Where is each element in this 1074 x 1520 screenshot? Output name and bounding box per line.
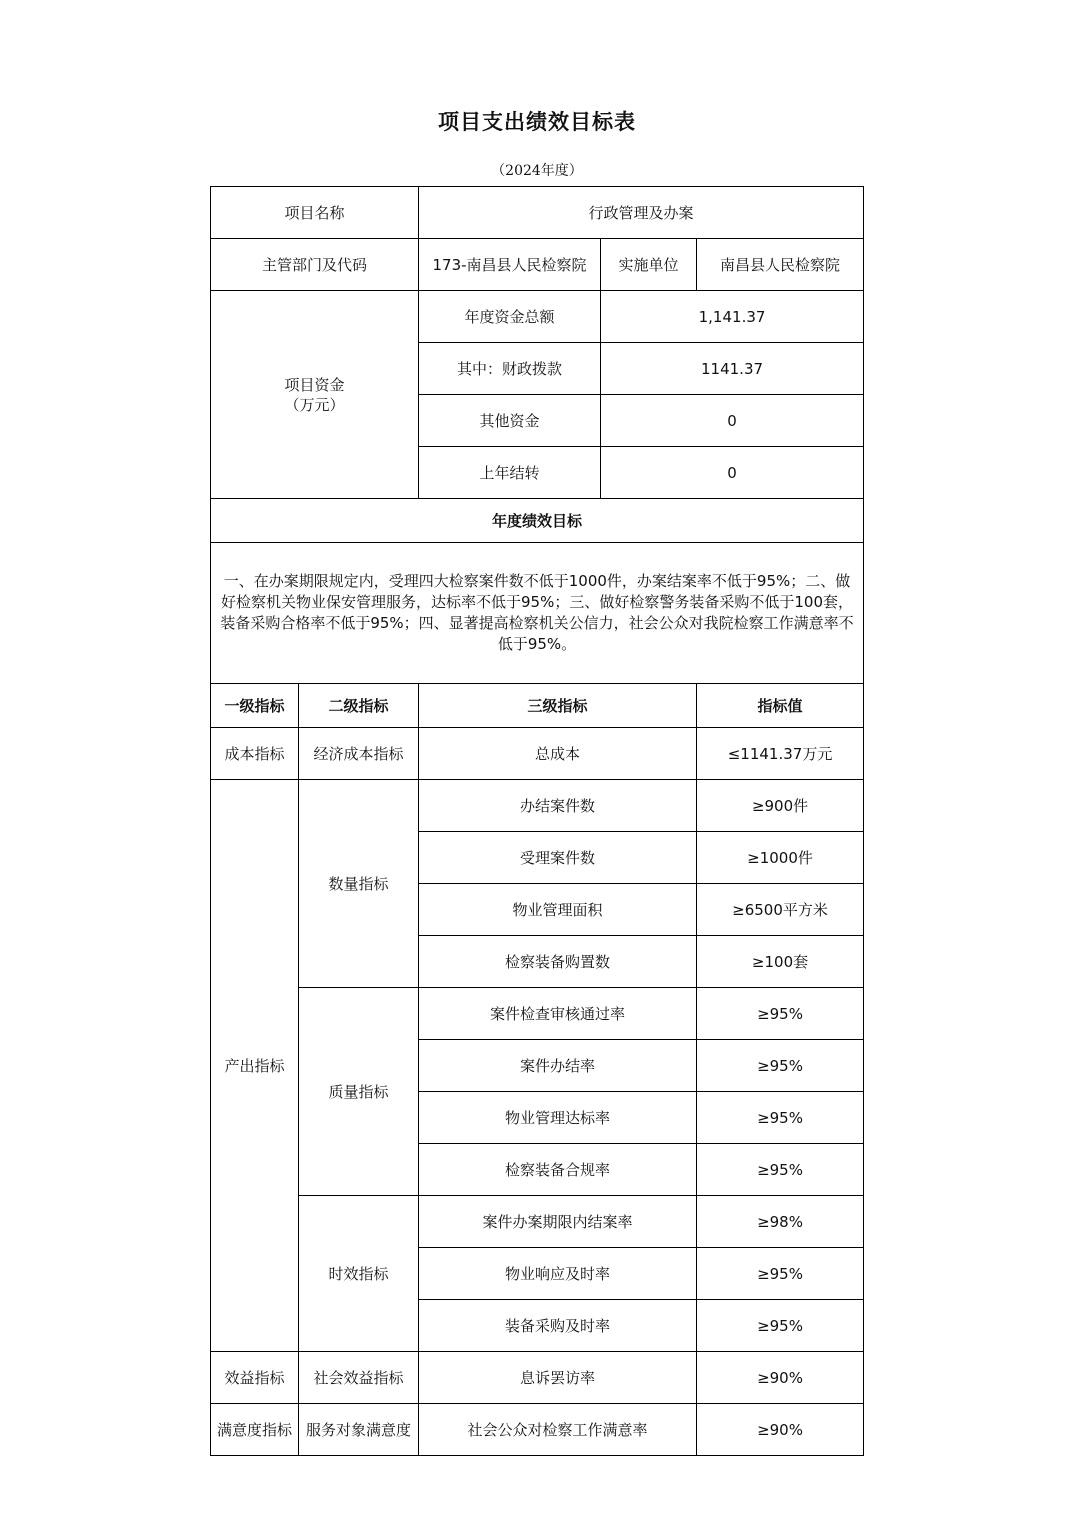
value-cell: ≥100套 <box>697 936 864 988</box>
funds-row-label: 上年结转 <box>419 447 601 499</box>
goal-header: 年度绩效目标 <box>211 499 864 543</box>
level2-cell: 社会效益指标 <box>299 1352 419 1404</box>
funds-label <box>211 291 419 499</box>
level2-cell: 时效指标 <box>299 1196 419 1352</box>
impl-label: 实施单位 <box>601 239 697 291</box>
page-title: 项目支出绩效目标表 <box>438 109 636 134</box>
level3-cell: 办结案件数 <box>419 780 697 832</box>
level2-cell: 经济成本指标 <box>299 728 419 780</box>
table-row <box>211 728 864 780</box>
level3-cell: 息诉罢访率 <box>419 1352 697 1404</box>
value-cell: ≥95% <box>697 1248 864 1300</box>
value-cell: ≥1000件 <box>697 832 864 884</box>
table-row <box>211 1196 864 1248</box>
goal-text-row <box>211 543 864 684</box>
value-cell: ≤1141.37万元 <box>697 728 864 780</box>
level3-cell: 社会公众对检察工作满意率 <box>419 1404 697 1456</box>
level1-cell: 满意度指标 <box>211 1404 299 1456</box>
funds-row <box>211 291 864 343</box>
value-cell: ≥6500平方米 <box>697 884 864 936</box>
value-cell: ≥95% <box>697 1092 864 1144</box>
value-cell: ≥95% <box>697 988 864 1040</box>
dept-label: 主管部门及代码 <box>211 239 419 291</box>
table-row <box>211 988 864 1040</box>
performance-table <box>210 186 864 1456</box>
level3-cell: 案件办结率 <box>419 1040 697 1092</box>
value-cell: ≥95% <box>697 1144 864 1196</box>
value-cell: ≥90% <box>697 1352 864 1404</box>
project-name-label: 项目名称 <box>211 187 419 239</box>
level2-cell: 质量指标 <box>299 988 419 1196</box>
level2-cell: 数量指标 <box>299 780 419 988</box>
table-row <box>211 1404 864 1456</box>
funds-row-label: 其他资金 <box>419 395 601 447</box>
dept-row <box>211 239 864 291</box>
level3-cell: 总成本 <box>419 728 697 780</box>
level1-cell: 产出指标 <box>211 780 299 1352</box>
value-cell: ≥900件 <box>697 780 864 832</box>
funds-row-label: 年度资金总额 <box>419 291 601 343</box>
level3-cell: 受理案件数 <box>419 832 697 884</box>
value-cell: ≥95% <box>697 1040 864 1092</box>
funds-label-line1: 项目资金 <box>284 375 345 394</box>
level3-cell: 案件办案期限内结案率 <box>419 1196 697 1248</box>
level3-cell: 装备采购及时率 <box>419 1300 697 1352</box>
funds-row-value: 0 <box>601 395 864 447</box>
header-value: 指标值 <box>697 684 864 728</box>
project-name-value: 行政管理及办案 <box>419 187 864 239</box>
level2-cell: 服务对象满意度 <box>299 1404 419 1456</box>
funds-row-value: 0 <box>601 447 864 499</box>
level3-cell: 物业响应及时率 <box>419 1248 697 1300</box>
level3-cell: 物业管理达标率 <box>419 1092 697 1144</box>
level3-cell: 案件检查审核通过率 <box>419 988 697 1040</box>
header-level1: 一级指标 <box>211 684 299 728</box>
header-level2: 二级指标 <box>299 684 419 728</box>
table-row <box>211 1352 864 1404</box>
level3-cell: 检察装备购置数 <box>419 936 697 988</box>
dept-value: 173-南昌县人民检察院 <box>419 239 601 291</box>
funds-row-label: 其中：财政拨款 <box>419 343 601 395</box>
goal-header-row <box>211 499 864 543</box>
project-name-row <box>211 187 864 239</box>
level1-cell: 效益指标 <box>211 1352 299 1404</box>
header-level3: 三级指标 <box>419 684 697 728</box>
funds-label-line2: （万元） <box>284 395 345 414</box>
impl-value: 南昌县人民检察院 <box>697 239 864 291</box>
value-cell: ≥98% <box>697 1196 864 1248</box>
value-cell: ≥95% <box>697 1300 864 1352</box>
indicator-header-row <box>211 684 864 728</box>
funds-row-value: 1,141.37 <box>601 291 864 343</box>
level3-cell: 物业管理面积 <box>419 884 697 936</box>
year-subtitle: （2024年度） <box>491 163 583 179</box>
level1-cell: 成本指标 <box>211 728 299 780</box>
value-cell: ≥90% <box>697 1404 864 1456</box>
goal-text: 一、在办案期限规定内，受理四大检察案件数不低于1000件，办案结案率不低于95%；二、做好检察机关物业保安管理服务，达标率不低于95%；三、做好检察警务装备采购不低于100套，装备采购合格率不低于95%；四、显著提高检察机关公信力，社会公众对我院检察工作满意率不低于95%。 <box>211 543 864 684</box>
table-row <box>211 780 864 832</box>
level3-cell: 检察装备合规率 <box>419 1144 697 1196</box>
funds-row-value: 1141.37 <box>601 343 864 395</box>
